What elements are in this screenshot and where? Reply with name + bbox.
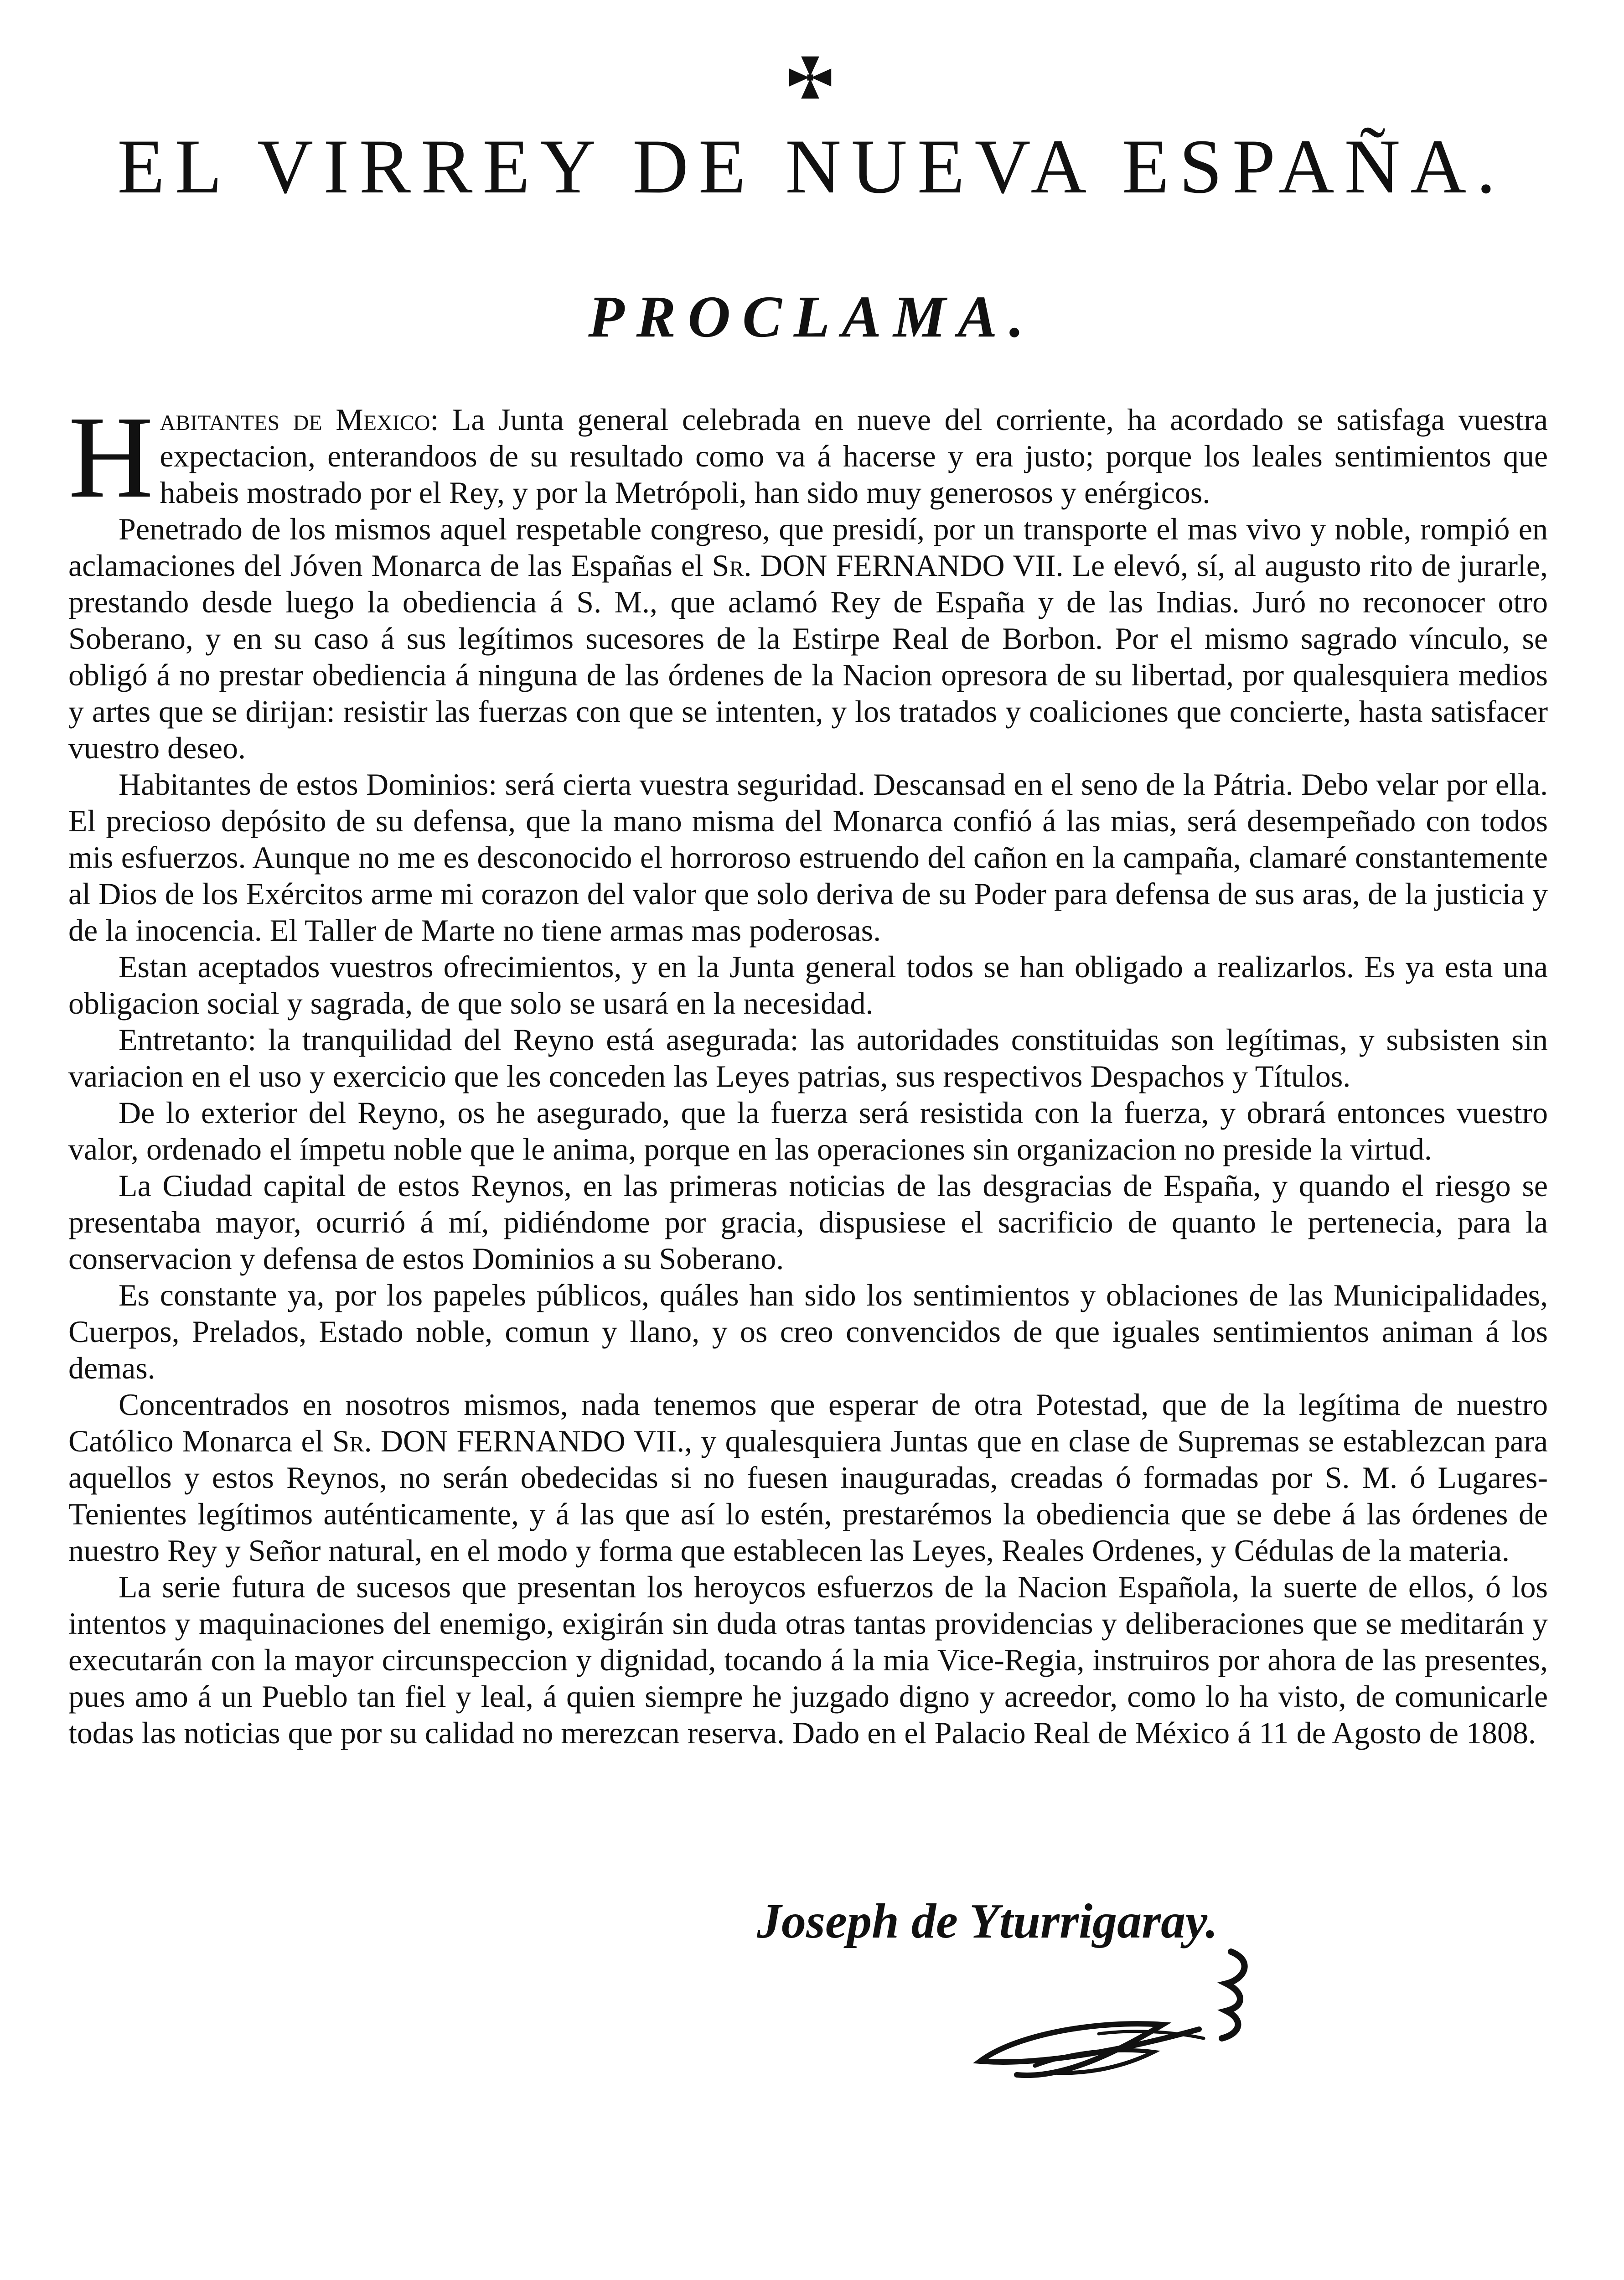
paragraph-2: Penetrado de los mismos aquel respetable congreso, que presidí, por un transporte el mas vivo y noble, rompió en aclamaciones del Jóven Monarca de las Españas el Sr. DON FERNANDO VII. Le elevó, sí, al augusto rito de jurarle, prestando desde luego la obediencia á S. M., que aclamó Rey de España y de las Indias. Juró no reconocer otro Soberano, y en su caso á sus legítimos sucesores de la Estirpe Real de Borbon. Por el mismo sagrado vínculo, se obligó á no prestar obediencia á ninguna de las órdenes de la Nacion opresora de su libertad, por qualesquiera medios y artes que se dirijan: resistir las fuerzas con que se intenten, y los tratados y coaliciones que concierte, hasta satisfacer vuestro deseo. bbox=[68, 512, 1548, 765]
paragraph-6: De lo exterior del Reyno, os he asegurado, que la fuerza será resistida con la fuerza, y obrará entonces vuestro valor, ordenado el ímpetu noble que le anima, porque en las operaciones sin organizacion no preside la virtud. bbox=[68, 1095, 1548, 1166]
drop-cap: H bbox=[68, 392, 154, 522]
document-subtitle: PROCLAMA. bbox=[588, 284, 1036, 350]
honorific: Sr. bbox=[332, 1424, 372, 1458]
honorific: Sr. bbox=[712, 548, 752, 583]
paragraph-8: Es constante ya, por los papeles públicos, quáles han sido los sentimientos y oblaciones de las Municipalidades, Cuerpos, Prelados, Estado noble, comun y llano, y os creo convencidos de que iguales sentimientos animan á los demas. bbox=[68, 1278, 1548, 1385]
paragraph-1 bbox=[68, 392, 1548, 522]
signature-rubric-icon bbox=[843, 1915, 1254, 2088]
paragraph-3: Habitantes de estos Dominios: será cierta vuestra seguridad. Descansad en el seno de la Pátria. Debo velar por ella. El precioso depósito de su defensa, que la mano misma del Monarca confió á las mias, será desempeñado con todos mis esfuerzos. Aunque no me es desconocido el horroroso estruendo del cañon en la campaña, clamaré constantemente al Dios de los Exércitos arme mi corazon del valor que solo deriva de su Poder para defensa de sus aras, de la justicia y de la inocencia. El Taller de Marte no tiene armas mas poderosas. bbox=[68, 767, 1548, 948]
paragraph-4: Estan aceptados vuestros ofrecimientos, y en la Junta general todos se han obligado a realizarlos. Es ya esta una obligacion social y sagrada, de que solo se usará en la necesidad. bbox=[68, 949, 1548, 1021]
document-title: EL VIRREY DE NUEVA ESPAÑA. bbox=[117, 124, 1506, 209]
maltese-cross-icon bbox=[785, 52, 835, 103]
paragraph-7: La Ciudad capital de estos Reynos, en las primeras noticias de las desgracias de España, y quando el riesgo se presentaba mayor, ocurrió á mí, pidiéndome por gracia, dispusiese el sacrificio de quanto le pertenecia, para la conservacion y defensa de estos Dominios a su Soberano. bbox=[68, 1168, 1548, 1276]
king-name: DON FERNANDO VII. bbox=[372, 1424, 685, 1458]
signature-name: Joseph de Yturrigaray. bbox=[757, 1894, 1218, 1948]
paragraph-9: Concentrados en nosotros mismos, nada tenemos que esperar de otra Potestad, que de la legítima de nuestro Católico Monarca el Sr. DON FERNANDO VII., y qualesquiera Juntas que en clase de Supremas se establezcan para aquellos y estos Reynos, no serán obedecidas si no fuesen inauguradas, creadas ó formadas por S. M. ó Lugares-Tenientes legítimos auténticamente, y á las que así lo estén, prestarémos la obediencia que se debe á las órdenes de nuestro Rey y Señor natural, en el modo y forma que establecen las Leyes, Reales Ordenes, y Cédulas de la materia. bbox=[68, 1387, 1548, 1568]
signature-block bbox=[757, 1894, 1258, 2088]
proclamation-body bbox=[68, 392, 1548, 1751]
paragraph-5: Entretanto: la tranquilidad del Reyno está asegurada: las autoridades constituidas son legítimas, y subsisten sin variacion en el uso y exercicio que les conceden las Leyes patrias, sus respectivos Despachos y Títulos. bbox=[68, 1022, 1548, 1093]
paragraph-10: La serie futura de sucesos que presentan los heroycos esfuerzos de la Nacion Española, la suerte de ellos, ó los intentos y maquinaciones del enemigo, exigirán sin duda otras tantas providencias y deliberaciones que se meditarán y executarán con la mayor circunspeccion y dignidad, tocando á la mia Vice-Regia, instruiros por ahora de las presentes, pues amo á un Pueblo tan fiel y leal, á quien siempre he juzgado digno y acreedor, como lo ha visto, de comunicarle todas las noticias que por su calidad no merezcan reserva. Dado en el Palacio Real de México á 11 de Agosto de 1808. bbox=[68, 1570, 1548, 1750]
paragraph-1-text: : La Junta general celebrada en nueve del corriente, ha acordado se satisfaga vuestra expectacion, enterandoos de su resultado como va á hacerse y era justo; porque los leales sentimientos que habeis mostrado por el Rey, y por la Metrópoli, han sido muy generosos y enérgicos. bbox=[160, 402, 1548, 510]
opening-address: abitantes de Mexico bbox=[160, 402, 430, 437]
king-name: DON FERNANDO VII. bbox=[751, 548, 1064, 583]
